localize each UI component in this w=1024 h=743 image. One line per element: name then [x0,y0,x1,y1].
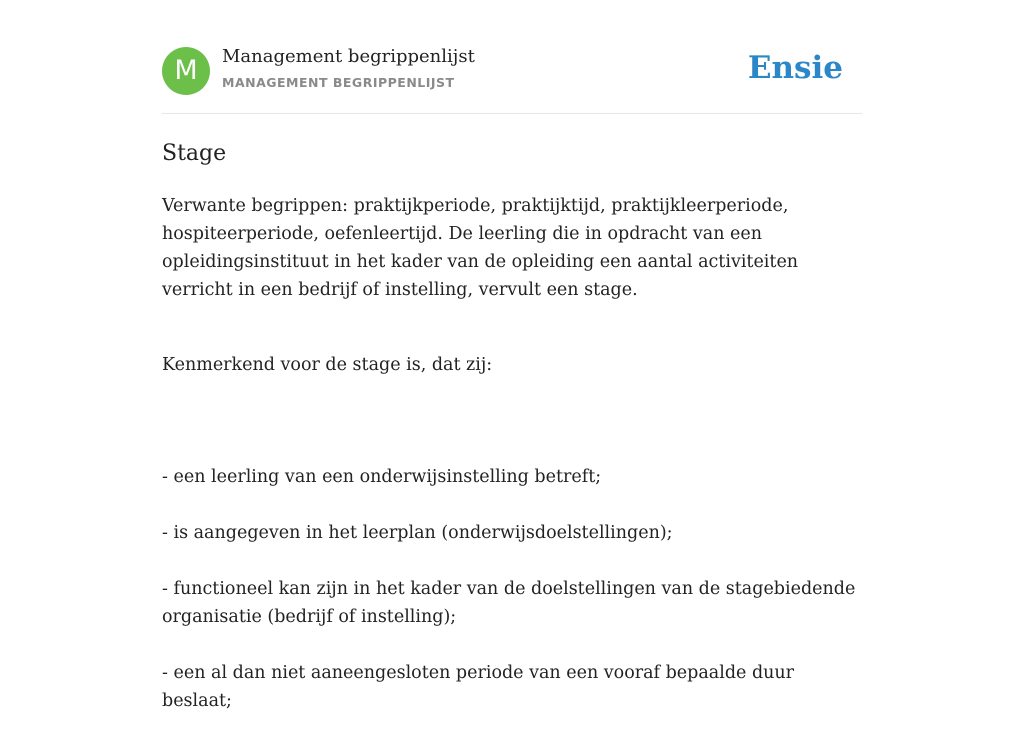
avatar[interactable]: M [162,47,210,95]
article-list-section [162,323,862,743]
article-paragraph: Verwante begrippen: praktijkperiode, praktijktijd, praktijkleerperiode, hospiteerperiode, oefenleertijd. De leerling die in opdracht van een opleidingsinstituut in het kader van de opleiding een aantal activiteiten verricht in een bedrijf of instelling, vervult een stage. [162,196,799,300]
list-item: - een al dan niet aaneengesloten periode van een vooraf bepaalde duur beslaat; [162,663,795,711]
list-spacer [162,407,862,435]
list-item: - een leerling van een onderwijsinstelling betreft; [162,467,602,487]
content-column [162,0,862,743]
list-intro: Kenmerkend voor de stage is, dat zij: [162,355,493,375]
site-title[interactable]: Management begrippenlijst [222,46,475,67]
header [162,0,862,114]
list-item: - is aangegeven in het leerplan (onderwijsdoelstellingen); [162,523,673,543]
ensie-logo[interactable]: Ensie [747,50,843,86]
list-item: - functioneel kan zijn in het kader van de doelstellingen van de stagebiedende organisatie (bedrijf of instelling); [162,579,856,627]
site-subtitle[interactable]: MANAGEMENT BEGRIPPENLIJST [222,75,455,90]
article-title: Stage [162,141,227,166]
